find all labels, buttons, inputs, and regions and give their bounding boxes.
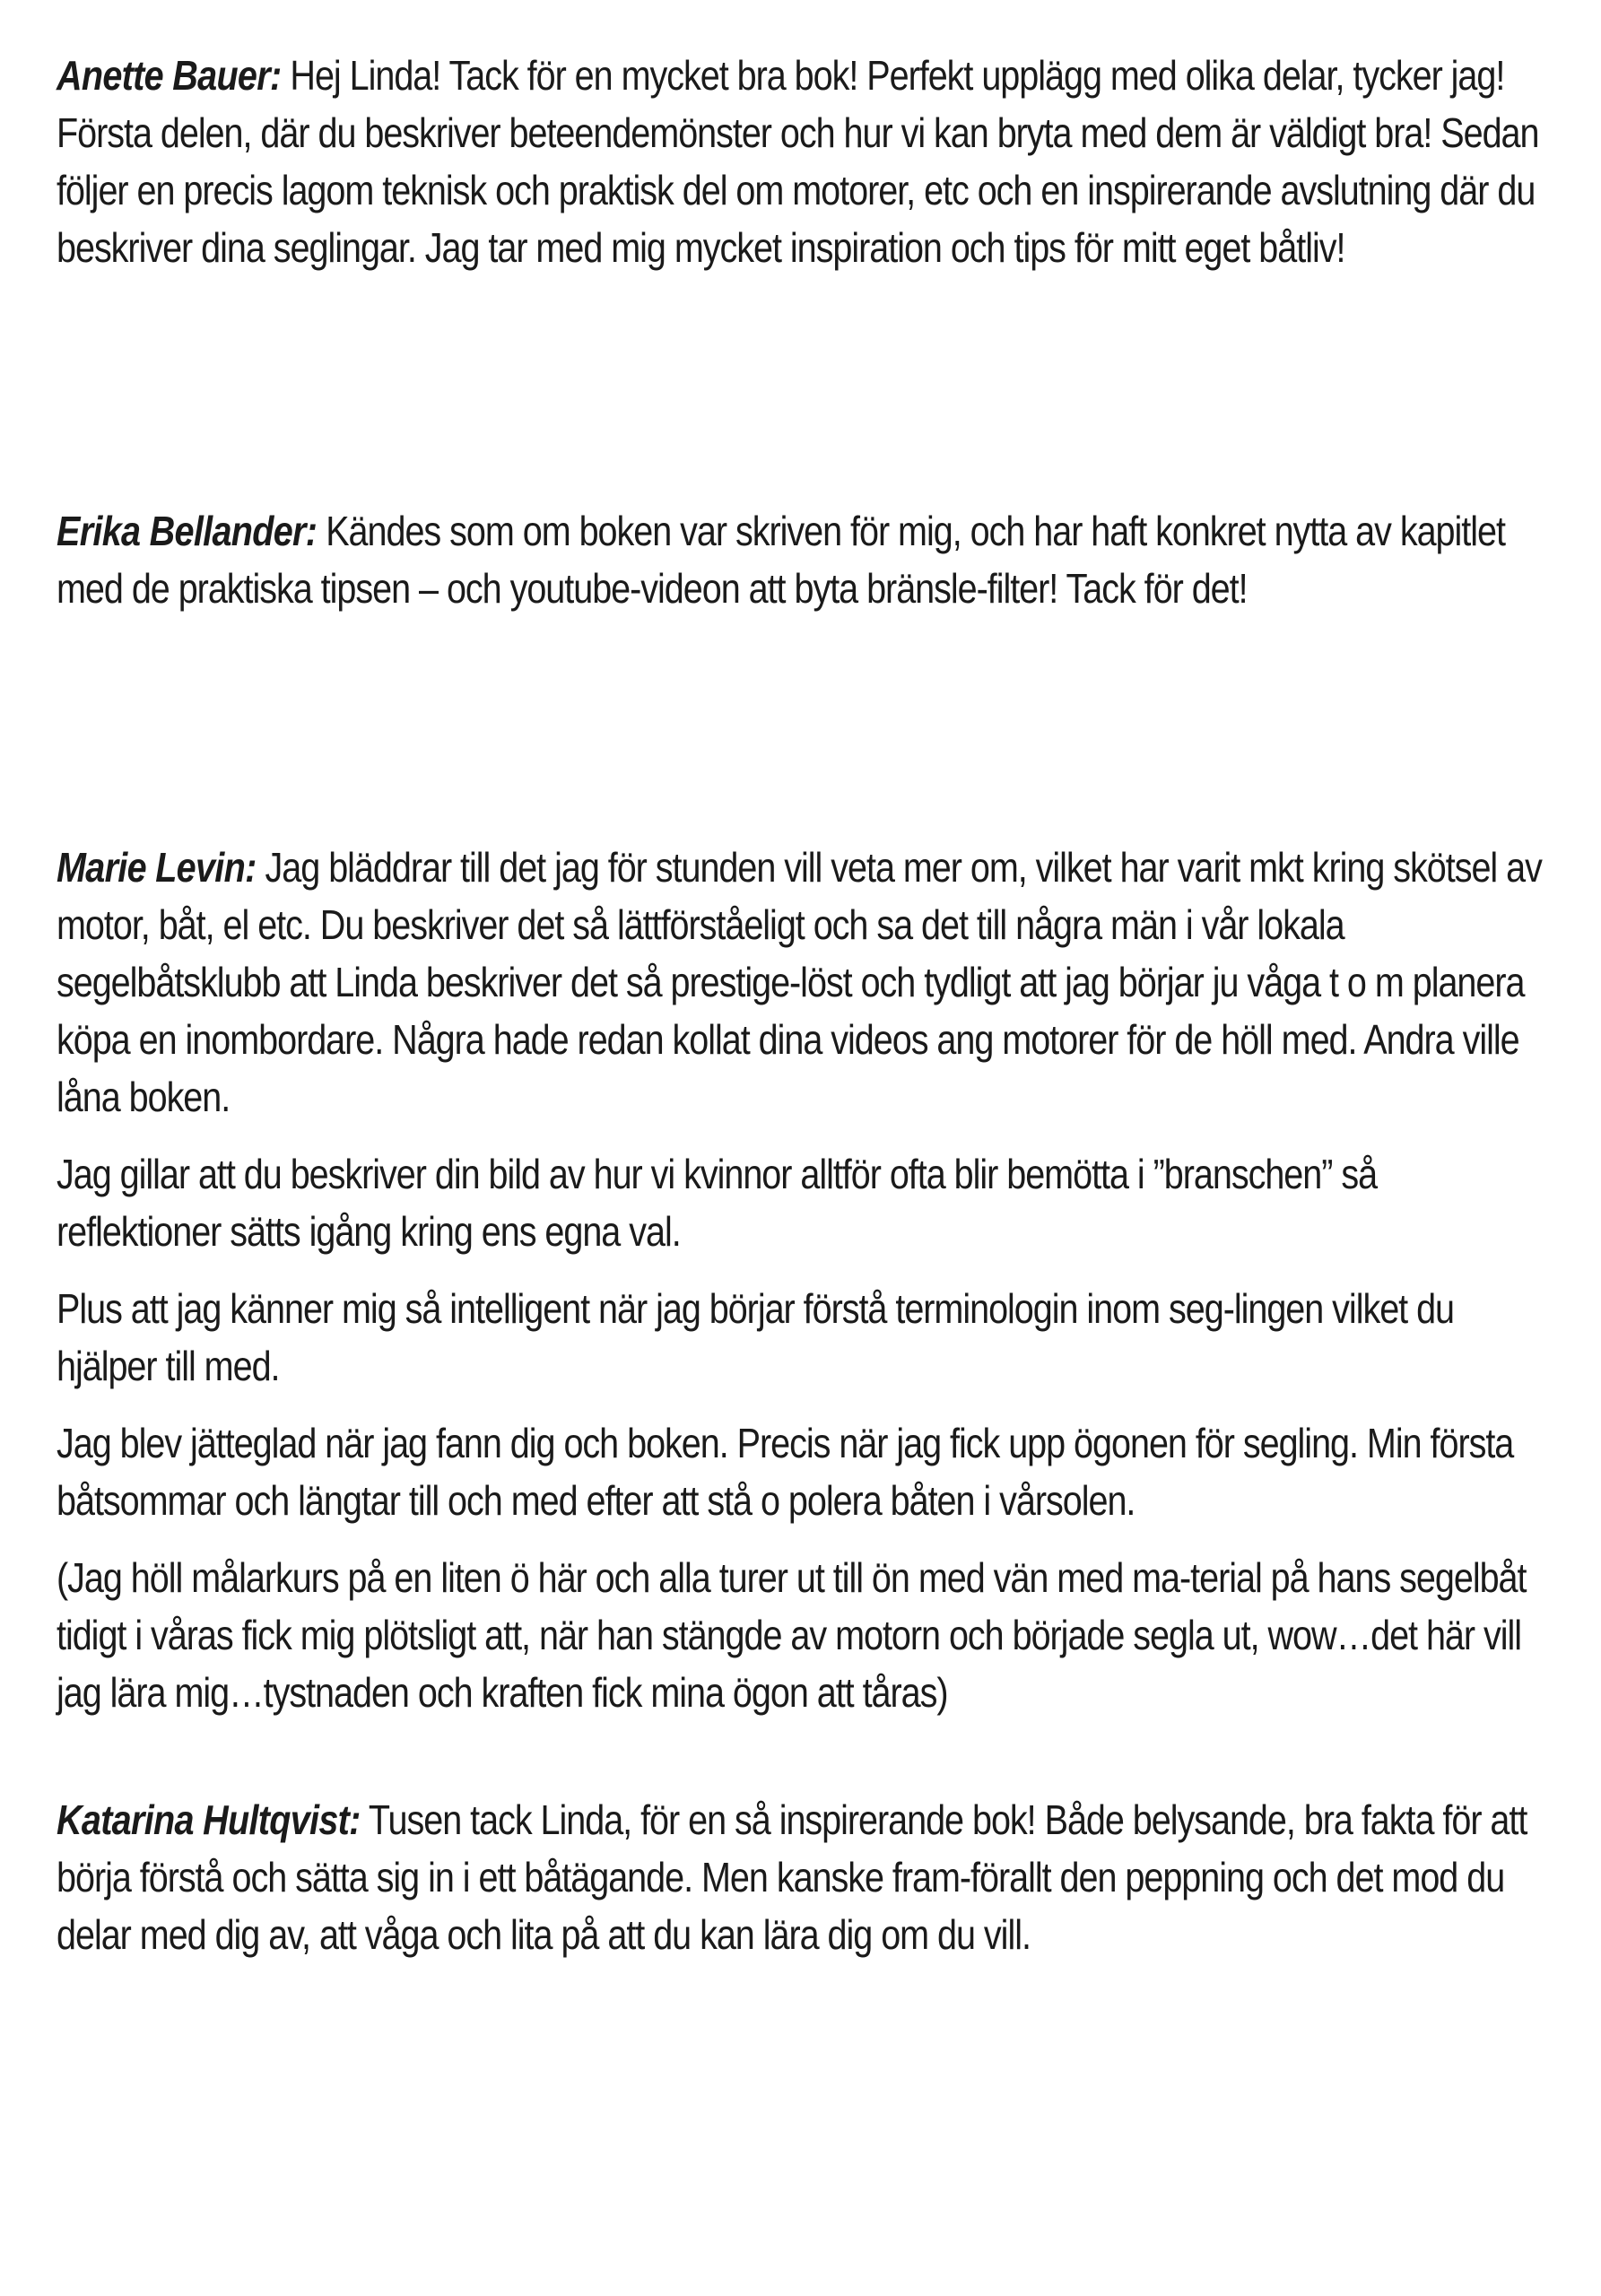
author-name: Katarina Hultqvist: [57, 1796, 361, 1843]
testimonial-text: Jag bläddrar till det jag för stunden vill veta mer om, vilket har varit mkt kring skötsel av motor, båt, el etc. Du beskriver det så lättförståeligt och sa det till några män i vår lokala segelbåtsklubb att Linda beskriver det så prestige-löst och tydligt att jag börjar ju våga t o m planera köpa en inombordare. Några hade redan kollat dina videos ang motorer för de höll med. Andra ville låna boken. [57, 844, 1542, 1120]
author-name: Erika Bellander: [57, 508, 318, 554]
testimonial-paragraph [57, 1145, 1550, 1260]
testimonial-text: Plus att jag känner mig så intelligent när jag börjar förstå terminologin inom seg-lingen vilket du hjälper till med. [57, 1285, 1455, 1389]
testimonial-text: Jag gillar att du beskriver din bild av hur vi kvinnor alltför ofta blir bemötta i ”branschen” så reflektioner sätts igång kring ens egna val. [57, 1151, 1378, 1255]
testimonial-paragraph [57, 1791, 1550, 1963]
testimonial-text: (Jag höll målarkurs på en liten ö här och alla turer ut till ön med vän med ma-terial på hans segelbåt tidigt i våras fick mig plötsligt att, när han stängde av motorn och började segla ut, wow…det här vill jag lära mig…tystnaden och kraften fick mina ögon att tåras) [57, 1554, 1527, 1716]
testimonial-paragraph [57, 1414, 1550, 1529]
testimonial-katarina-hultqvist [57, 1791, 1550, 1963]
testimonial-text: Första delen, där du beskriver beteendemönster och hur vi kan bryta med dem är väldigt bra! Sedan följer en precis lagom teknisk och praktisk del om motorer, etc och en inspirerande avslutning där du beskriver dina seglingar. Jag tar med mig mycket inspiration och tips för mitt eget båtliv! [57, 109, 1539, 271]
testimonial-anette-bauer [57, 47, 1550, 502]
testimonial-text: Jag blev jätteglad när jag fann dig och boken. Precis när jag fick upp ögonen för segling. Min första båtsommar och längtar till och med efter att stå o polera båten i vårsolen. [57, 1420, 1514, 1524]
author-name: Anette Bauer: [57, 52, 282, 99]
author-name: Marie Levin: [57, 844, 257, 891]
testimonial-paragraph [57, 839, 1550, 1126]
testimonial-text: Kändes som om boken var skriven för mig, och har haft konkret nytta av kapitlet med de praktiska tipsen – och youtube-videon att byta bränsle-filter! Tack för det! [57, 508, 1505, 612]
testimonial-paragraph [57, 1549, 1550, 1721]
testimonial-text: Tusen tack Linda, för en så inspirerande bok! Både belysande, bra fakta för att börja förstå och sätta sig in i ett båtägande. Men kanske fram-förallt den peppning och det mod du delar med dig av, att våga och lita på att du kan lära dig om du vill. [57, 1796, 1527, 1958]
testimonial-paragraph [57, 47, 1550, 104]
testimonial-erika-bellander [57, 502, 1550, 839]
testimonial-paragraph [57, 502, 1550, 617]
testimonial-paragraph [57, 1280, 1550, 1395]
testimonial-marie-levin [57, 839, 1550, 1791]
testimonial-paragraph [57, 104, 1550, 276]
testimonial-text: Hej Linda! Tack för en mycket bra bok! Perfekt upplägg med olika delar, tycker jag! [290, 52, 1505, 99]
testimonials-page [57, 47, 1550, 1963]
